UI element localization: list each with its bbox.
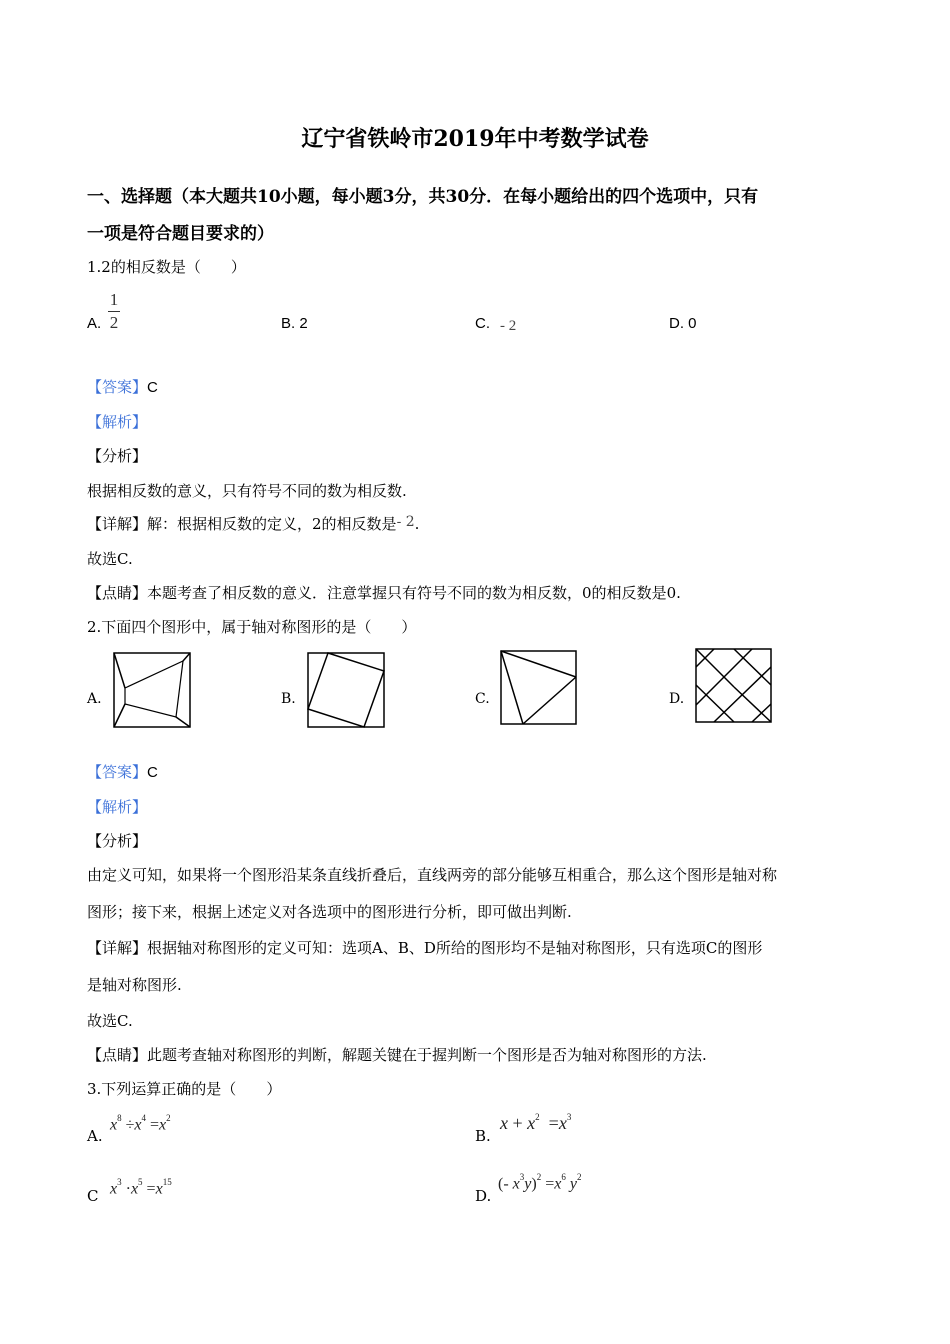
q2-fenxi-tag: 【分析】 [87, 832, 148, 850]
answer-tag: 【答案】 [87, 763, 148, 781]
comment-text: 此题考查轴对称图形的判断，解题关键在于握判断一个图形是否为轴对称图形的方法. [147, 1046, 707, 1064]
fraction-bar [108, 311, 120, 312]
answer-tag: 【答案】 [87, 378, 148, 396]
detail-tag: 【详解】 [87, 515, 148, 533]
detail-end: . [414, 515, 420, 533]
q3-option-d-formula: (- $x^3y)^2 =x^6$ $y^2$ [498, 1172, 582, 1193]
detail-text: 根据轴对称图形的定义可知：选项A、B、D所给的图形均不是轴对称图形，只有选项C的图形 [147, 939, 763, 957]
q2-comment [87, 1044, 707, 1065]
q1-answer [87, 376, 158, 397]
q1-option-c-label: C. [475, 315, 490, 332]
q1-fenxi-tag: 【分析】 [87, 447, 148, 465]
q1-fenxi: 根据相反数的意义，只有符号不同的数为相反数. [87, 482, 407, 500]
detail-value: - 2 [396, 514, 415, 530]
q1-detail [87, 513, 419, 534]
detail-text: 解：根据相反数的定义，2的相反数是 [147, 515, 397, 533]
q2-figure-c [499, 649, 579, 727]
page-title: 辽宁省铁岭市2019年中考数学试卷 [301, 126, 649, 152]
q2-figure-a [112, 651, 192, 729]
q1-option-b: B. 2 [281, 315, 308, 332]
section-heading-cont: 一项是符合题目要求的） [87, 224, 274, 244]
comment-tag: 【点睛】 [87, 584, 148, 602]
q2-option-c-label: C. [475, 691, 490, 707]
question-2-stem: 2.下面四个图形中，属于轴对称图形的是（ ） [87, 618, 417, 636]
q3-option-b-formula: $x + x^2 =x^3$ [500, 1112, 572, 1133]
q2-detail-line1 [87, 937, 762, 958]
q3-option-d-label: D. [475, 1187, 492, 1205]
q2-detail-line2: 是轴对称图形. [87, 976, 182, 994]
section-heading: 一、选择题（本大题共10小题，每小题3分，共30分．在每小题给出的四个选项中，只有 [87, 187, 759, 207]
q2-choose: 故选C. [87, 1012, 133, 1030]
q2-figure-d [694, 647, 774, 725]
q2-figure-b [306, 651, 386, 729]
comment-text: 本题考查了相反数的意义．注意掌握只有符号不同的数为相反数，0的相反数是0. [147, 584, 681, 602]
q1-option-d: D. 0 [669, 315, 697, 332]
q1-choose: 故选C. [87, 550, 133, 568]
fraction-denominator: 2 [109, 313, 119, 332]
comment-tag: 【点睛】 [87, 1046, 148, 1064]
q2-analysis-tag: 【解析】 [87, 798, 148, 816]
q3-option-c-formula: $x^3 \cdot x^5 =x^{15}$ [110, 1177, 172, 1198]
q2-answer [87, 761, 158, 782]
q1-option-a-fraction [108, 290, 120, 333]
q2-option-d-label: D. [669, 691, 685, 707]
q1-comment [87, 582, 681, 603]
answer-value: C [147, 379, 158, 396]
q2-fenxi-line1: 由定义可知，如果将一个图形沿某条直线折叠后，直线两旁的部分能够互相重合，那么这个图形是轴对称 [87, 866, 778, 884]
q3-option-a-label: A. [87, 1127, 103, 1145]
q1-option-a-label: A. [87, 315, 102, 332]
q1-analysis-tag: 【解析】 [87, 413, 148, 431]
q1-option-c-value: - 2 [500, 318, 517, 334]
q3-option-c-label: C [87, 1187, 99, 1205]
answer-value: C [147, 764, 158, 781]
question-3-stem: 3.下列运算正确的是（ ） [87, 1080, 282, 1098]
q3-option-b-label: B. [475, 1127, 491, 1145]
q2-option-b-label: B. [281, 691, 296, 707]
detail-tag: 【详解】 [87, 939, 148, 957]
question-1-stem: 1.2的相反数是（ ） [87, 258, 246, 276]
q2-option-a-label: A. [87, 691, 102, 707]
fraction-numerator: 1 [109, 290, 119, 309]
q3-option-a-formula: $x^8 \div x^4 =x^2$ [110, 1113, 171, 1134]
q2-fenxi-line2: 图形；接下来，根据上述定义对各选项中的图形进行分析，即可做出判断. [87, 903, 572, 921]
